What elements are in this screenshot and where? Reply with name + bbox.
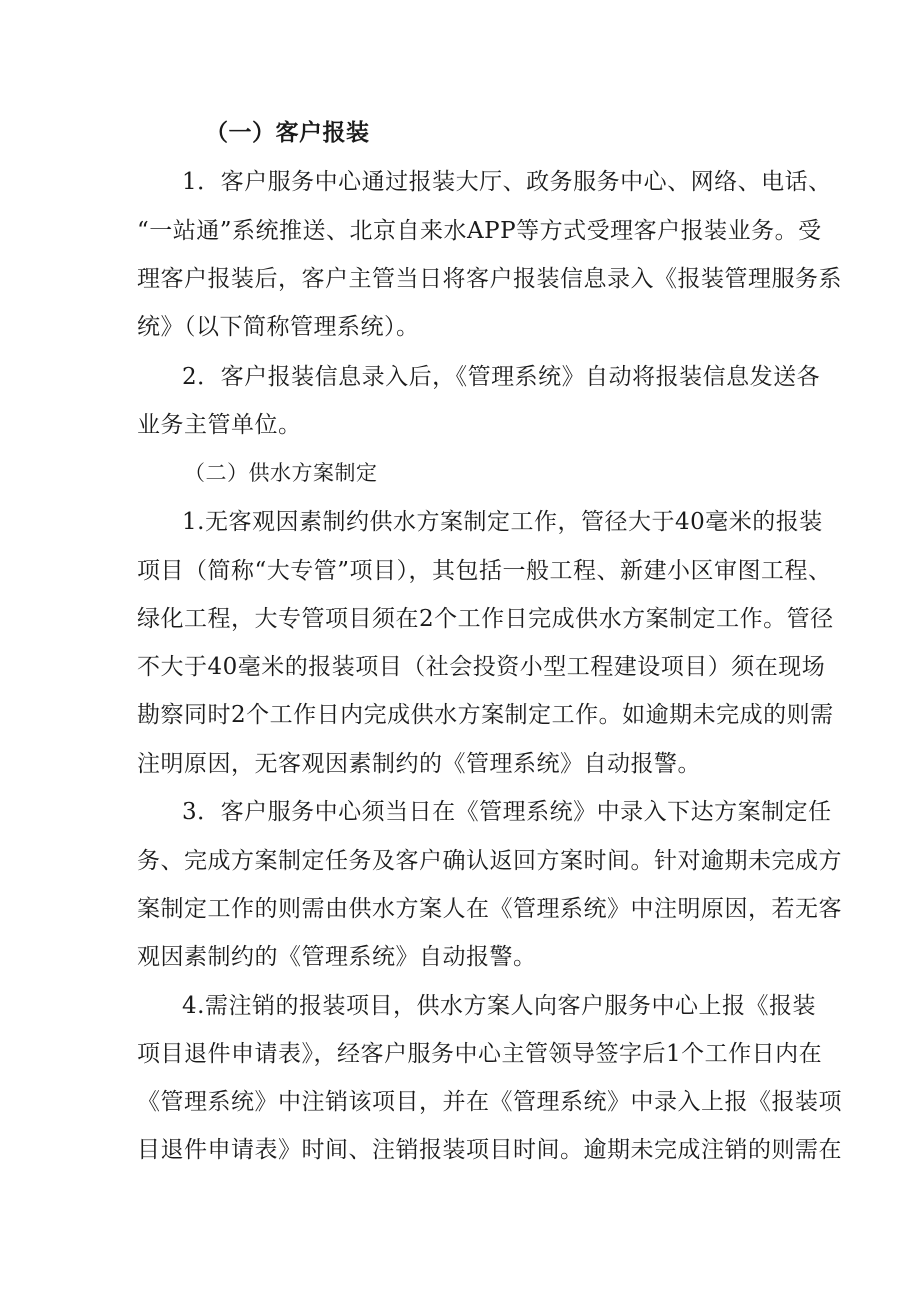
paragraph-2-line-1: 2．客户报装信息录入后，《管理系统》自动将报装信息发送各	[182, 364, 821, 390]
paragraph-4-line-2: 务、完成方案制定任务及客户确认返回方案时间。针对逾期未完成方	[137, 848, 842, 874]
paragraph-2-line-2: 业务主管单位。	[137, 412, 302, 438]
paragraph-4-line-4: 观因素制约的《管理系统》自动报警。	[137, 944, 537, 970]
paragraph-3-line-1: 1.无客观因素制约供水方案制定工作，管径大于40毫米的报装	[182, 509, 823, 535]
paragraph-3-line-4: 不大于40毫米的报装项目（社会投资小型工程建设项目）须在现场	[137, 654, 826, 680]
paragraph-3-line-2: 项目（简称“大专管”项目），其包括一般工程、新建小区审图工程、	[137, 558, 832, 584]
paragraph-1-line-3: 理客户报装后，客户主管当日将客户报装信息录入《报装管理服务系	[137, 266, 842, 292]
paragraph-5-line-4: 目退件申请表》时间、注销报装项目时间。逾期未完成注销的则需在	[137, 1137, 842, 1163]
paragraph-3-line-6: 注明原因，无客观因素制约的《管理系统》自动报警。	[137, 751, 701, 777]
paragraph-1-line-1: 1．客户服务中心通过报装大厅、政务服务中心、网络、电话、	[182, 169, 832, 195]
paragraph-5-line-3: 《管理系统》中注销该项目，并在《管理系统》中录入上报《报装项	[137, 1089, 842, 1115]
paragraph-1-line-4: 统》（以下简称管理系统）。	[137, 314, 420, 340]
paragraph-4-line-3: 案制定工作的则需由供水方案人在《管理系统》中注明原因，若无客	[137, 896, 842, 922]
paragraph-3-line-5: 勘察同时2个工作日内完成供水方案制定工作。如逾期未完成的则需	[137, 702, 834, 728]
paragraph-5-line-2: 项目退件申请表》，经客户服务中心主管领导签字后1个工作日内在	[137, 1041, 823, 1067]
paragraph-3-line-3: 绿化工程，大专管项目须在2个工作日完成供水方案制定工作。管径	[137, 606, 834, 632]
section-heading-customer-application: （一）客户报装	[205, 120, 370, 146]
paragraph-1-line-2: “一站通”系统推送、北京自来水APP等方式受理客户报装业务。受	[137, 218, 822, 244]
paragraph-4-line-1: 3．客户服务中心须当日在《管理系统》中录入下达方案制定任	[182, 799, 832, 825]
section-heading-water-supply-plan: （二）供水方案制定	[184, 461, 378, 485]
paragraph-5-line-1: 4.需注销的报装项目，供水方案人向客户服务中心上报《报装	[182, 993, 816, 1019]
